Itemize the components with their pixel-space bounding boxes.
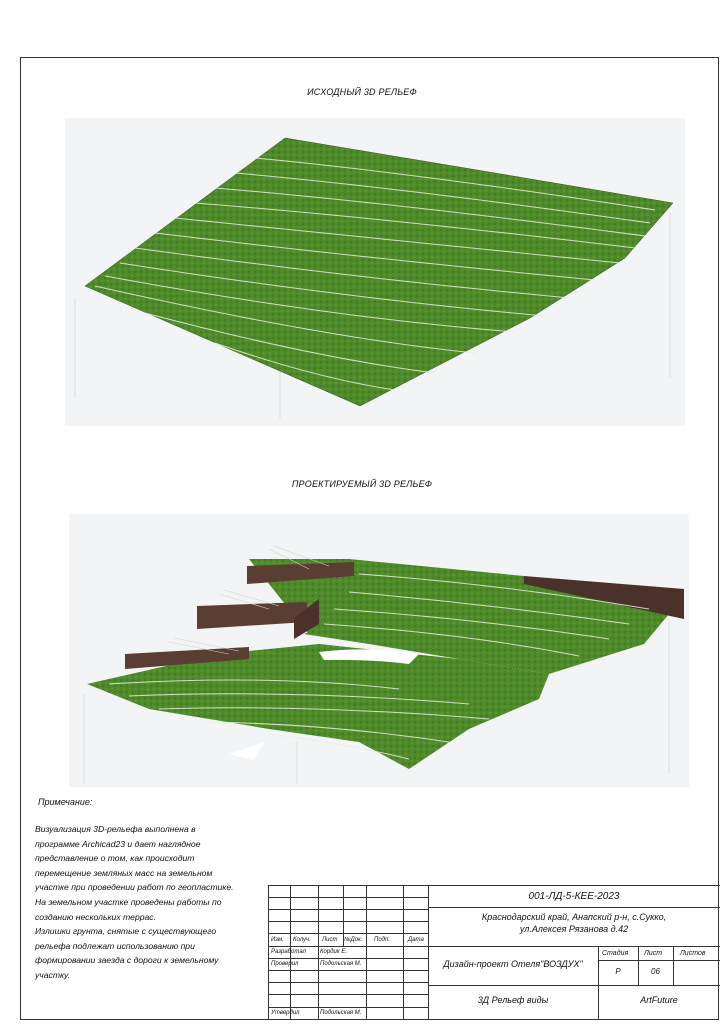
title-block <box>268 885 720 1020</box>
note-line: формировании заезда с дороги к земельному <box>35 955 219 966</box>
name-checked: Подольская М. <box>320 961 362 967</box>
address-line-1: Краснодарский край, Анапский р-н, с.Сукко, <box>481 912 667 922</box>
company-name: ArtFuture <box>640 995 678 1005</box>
note-line: На земельном участке проведены работы по <box>35 896 222 907</box>
designed-relief-render <box>69 514 689 787</box>
sheets-label: Листов <box>680 950 706 957</box>
original-relief-render <box>65 118 685 426</box>
name-approved: Подольская М. <box>320 1010 362 1016</box>
header-koluch: Колуч. <box>293 937 311 943</box>
header-ndoc: №Док. <box>344 937 363 943</box>
note-text <box>35 822 265 983</box>
note-line: Излишки грунта, снятые с существующего <box>35 926 217 937</box>
note-line: Визуализация 3D-рельефа выполнена в <box>35 824 196 834</box>
name-developed: Кордик Е. <box>320 949 348 955</box>
project-name: Дизайн-проект Отеля"ВОЗДУХ" <box>443 959 583 969</box>
note-line: участке при проведении работ по геопластике. <box>35 882 234 893</box>
note-line: участку. <box>35 969 71 980</box>
role-approved: Утвердил <box>271 1010 300 1016</box>
stage-value: Р <box>615 967 621 976</box>
header-podp: Подп. <box>374 937 390 943</box>
bottom-view-caption: ПРОЕКТИРУЕМЫЙ 3D РЕЛЬЕФ <box>291 479 433 489</box>
note-line: перемещение земляных масс на земельном <box>35 867 213 878</box>
top-view-caption: ИСХОДНЫЙ 3D РЕЛЬЕФ <box>307 87 417 97</box>
role-checked: Проверил <box>271 961 299 967</box>
sheet-title: 3Д Рельеф виды <box>477 995 549 1005</box>
note-title: Примечание: <box>38 797 93 807</box>
stage-label: Стадия <box>602 950 629 957</box>
role-developed: Разработал <box>271 949 306 955</box>
sheet-label: Лист <box>644 950 663 957</box>
header-list: Лист <box>322 937 338 943</box>
header-izm: Изм. <box>271 937 284 943</box>
document-code: 001-ЛД-5-КЕЕ-2023 <box>528 891 620 902</box>
note-line: созданию нескольких террас. <box>35 911 156 922</box>
note-line: рельефа подлежат использованию при <box>35 940 195 951</box>
address-line-2: ул.Алексея Рязанова д.42 <box>519 924 629 934</box>
header-data: Дата <box>408 937 424 943</box>
sheet-value: 06 <box>651 967 660 976</box>
note-line: представление о том, как происходит <box>35 853 195 864</box>
note-line: программе Archicad23 и дает наглядное <box>35 838 201 849</box>
